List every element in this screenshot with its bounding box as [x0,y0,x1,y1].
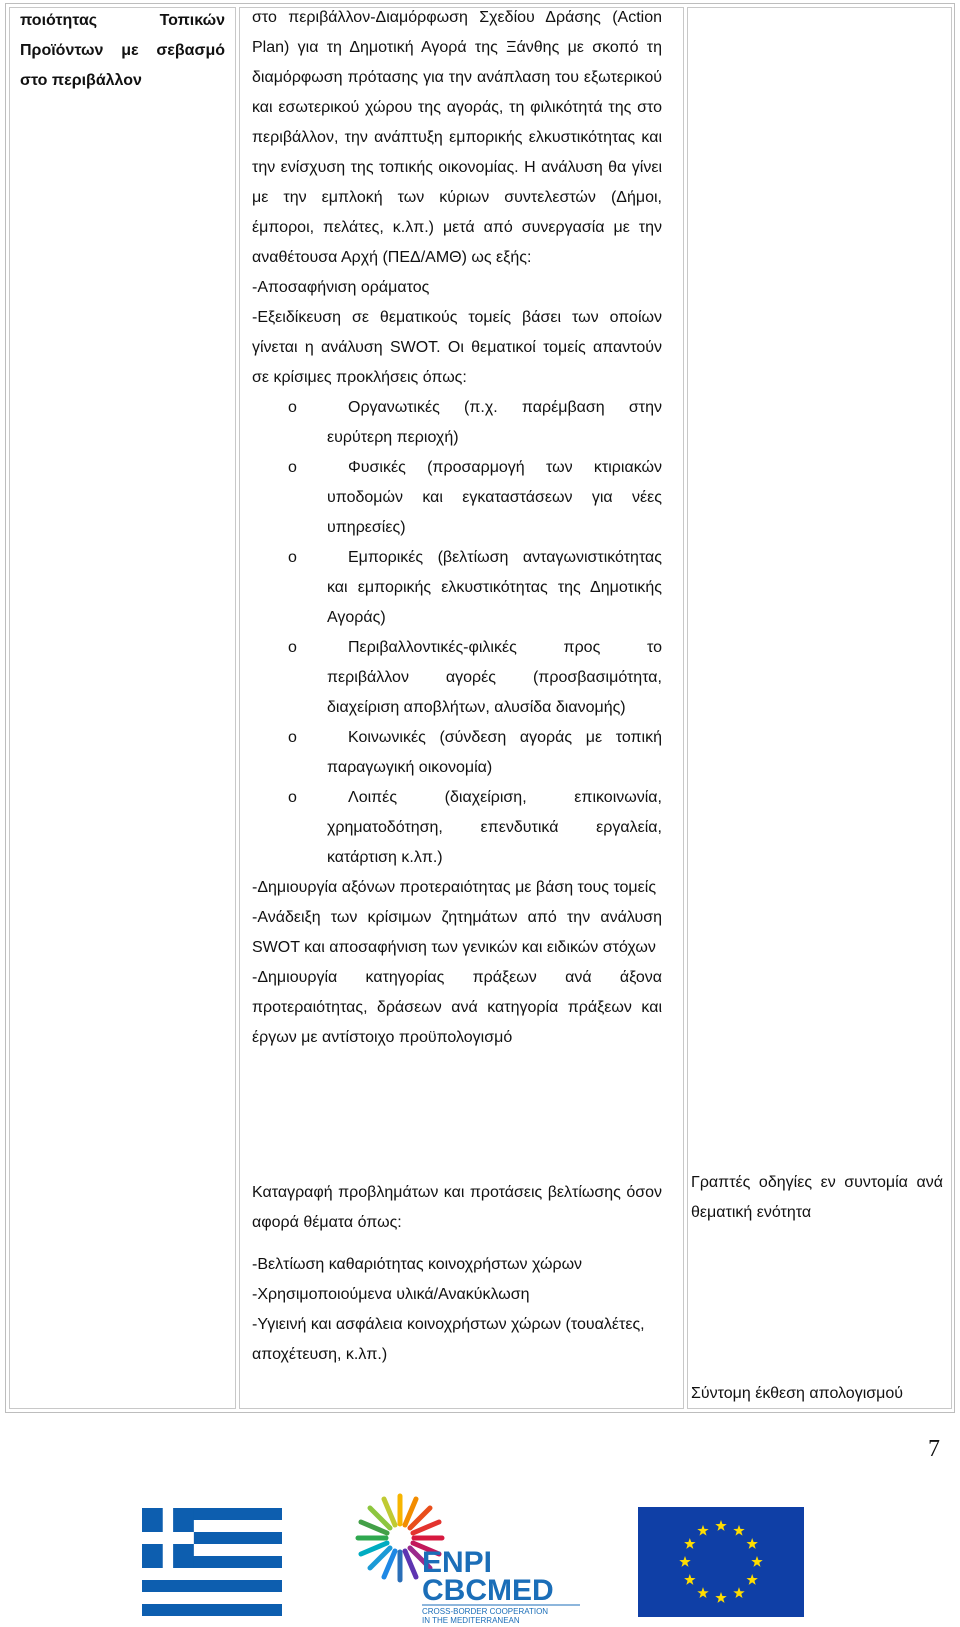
bullet-icon: o [288,789,297,806]
sector-list [252,393,662,873]
bullet-icon: o [288,549,297,566]
list-item: o Οργανωτικές (π.χ. παρέμβαση στην ευρύτερη περιοχή) [252,393,662,453]
list-item: -Χρησιμοποιούμενα υλικά/Ανακύκλωση [252,1286,530,1303]
enpi-word: ENPI [422,1546,493,1579]
list-item: o Λοιπές (διαχείριση, επικοινωνία, χρηματοδότηση, επενδυτικά εργαλεία, κατάρτιση κ.λπ.) [252,783,662,873]
row-label-line-3: στο περιβάλλον [20,72,142,89]
list-item: o Φυσικές (προσαρμογή των κτιριακών υποδομών και εγκαταστάσεων για νέες υπηρεσίες) [252,453,662,543]
enpi-cbcmed-logo [330,1488,600,1627]
axes-item: -Δημιουργία αξόνων προτεραιότητας με βάση τους τομείς [252,879,657,896]
list-item: o Κοινωνικές (σύνδεση αγοράς με τοπική παραγωγική οικονομία) [252,723,662,783]
bullet-icon: o [288,459,297,476]
bullet-icon: o [288,729,297,746]
footer-logos [0,1488,960,1627]
bullet-icon: o [288,639,297,656]
list-item: -Βελτίωση καθαριότητας κοινοχρήστων χώρων [252,1256,583,1273]
problems-list [252,1250,662,1370]
list-item: -Υγιεινή και ασφάλεια κοινοχρήστων χώρων (τουαλέτες, αποχέτευση, κ.λπ.) [252,1316,645,1363]
deliverable-report: Σύντομη έκθεση απολογισμού [691,1385,903,1402]
bullet-icon: o [288,399,297,416]
specialisation-item: -Εξειδίκευση σε θεματικούς τομείς βάσει των οποίων γίνεται η ανάλυση SWOT. Οι θεματικοί τομείς απαντούν σε κρίσιμες προκλήσεις όπως: [252,309,662,386]
cbcmed-word: CBCMED [422,1574,554,1607]
row-label [20,6,225,96]
logo-tagline-1: CROSS-BORDER COOPERATION [422,1607,549,1616]
table-cell-label [9,7,236,1409]
list-item: o Περιβαλλοντικές-φιλικές προς το περιβάλλον αγορές (προσβασιμότητα, διαχείριση αποβλήτων, αλυσίδα διανομής) [252,633,662,723]
swot-item: -Ανάδειξη των κρίσιμων ζητημάτων από την ανάλυση SWOT και αποσαφήνιση των γενικών και ειδικών στόχων [252,909,662,956]
description-intro: στο περιβάλλον-Διαμόρφωση Σχεδίου Δράσης (Action Plan) για τη Δημοτική Αγορά της Ξάνθης με σκοπό τη διαμόρφωση πρότασης για την ανάπλαση του εξωτερικού και εσωτερικού χώρου της αγοράς, τη φιλικότητά της στο περιβάλλον, την ανάπτυξη εμπορικής ελκυστικότητας και την ενίσχυση της τοπικής οικονομίας. Η ανάλυση θα γίνει με την εμπλοκή των κύριων συντελεστών (Δήμοι, έμποροι, πελάτες, κ.λπ.) μετά από συνεργασία με την αναθέτουσα Αρχή (ΠΕΔ/ΑΜΘ) ως εξής: [252,9,662,266]
logo-tagline-2: IN THE MEDITERRANEAN [422,1616,520,1625]
greek-flag-icon [142,1508,282,1616]
categories-item: -Δημιουργία κατηγορίας πράξεων ανά άξονα προτεραιότητας, δράσεων ανά κατηγορία πράξεων και έργων με αντίστοιχο προϋπολογισμό [252,969,662,1046]
page-number: 7 [928,1436,940,1462]
description-block [252,3,662,1053]
row-label-line-2: Προϊόντων με σεβασμό [20,42,225,59]
row-label-line-1: ποιότητας Τοπικών [20,12,225,29]
vision-item: -Αποσαφήνιση οράματος [252,279,430,296]
deliverable-guidelines: Γραπτές οδηγίες εν συντομία ανά θεματική ενότητα [691,1174,943,1221]
problems-intro: Καταγραφή προβλημάτων και προτάσεις βελτίωσης όσον αφορά θέματα όπως: [252,1184,662,1231]
list-item: o Εμπορικές (βελτίωση ανταγωνιστικότητας και εμπορικής ελκυστικότητας της Δημοτικής Αγοράς) [252,543,662,633]
eu-flag-icon [638,1507,804,1617]
